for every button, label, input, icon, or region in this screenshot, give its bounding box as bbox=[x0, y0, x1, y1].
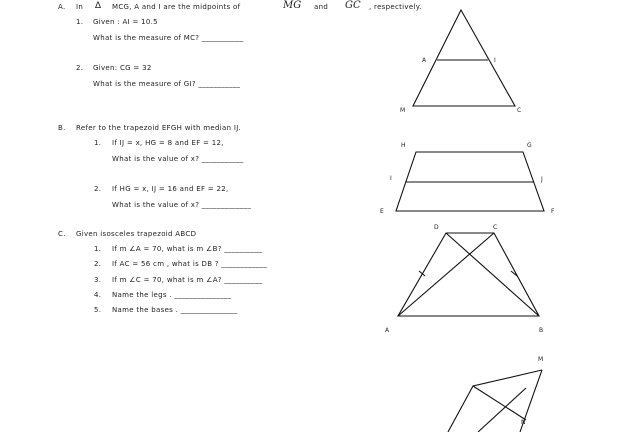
part-a-q1-given: Given : AI = 10.5 bbox=[93, 18, 158, 26]
diagonal-db bbox=[446, 233, 539, 316]
segment-mg: MG bbox=[283, 0, 302, 11]
label-h: H bbox=[401, 142, 406, 149]
label-c2: C bbox=[493, 224, 498, 231]
label-b: B bbox=[539, 327, 544, 334]
part-b-q1-number: 1. bbox=[94, 139, 102, 147]
part-c-item-4-text: Name the legs . _______________ bbox=[112, 291, 232, 299]
part-a-and: and bbox=[314, 3, 329, 11]
label-d: D bbox=[434, 224, 439, 231]
kite-cross-1 bbox=[473, 386, 526, 420]
segment-gc: GC bbox=[345, 0, 361, 11]
label-g: G bbox=[527, 142, 532, 149]
part-c-intro: Given isosceles trapezoid ABCD bbox=[76, 230, 197, 238]
label-f: F bbox=[551, 208, 555, 215]
part-c-item-4-number: 4. bbox=[94, 291, 102, 299]
part-b-q1-question: What is the value of x? ___________ bbox=[112, 155, 244, 163]
part-c-letter: C. bbox=[58, 230, 66, 238]
diagonal-ac bbox=[398, 233, 494, 316]
part-b-q2-number: 2. bbox=[94, 185, 102, 193]
part-a-q2-number: 2. bbox=[76, 64, 84, 72]
kite-cross-2 bbox=[478, 388, 526, 432]
label-m: M bbox=[400, 107, 406, 114]
part-b-intro: Refer to the trapezoid EFGH with median IJ. bbox=[76, 124, 242, 132]
part-b-q2-given: If HG = x, IJ = 16 and EF = 22, bbox=[112, 185, 229, 193]
part-c-item-2-number: 2. bbox=[94, 260, 102, 268]
part-a-q1-question: What is the measure of MC? ___________ bbox=[93, 34, 244, 42]
trapezoid-efgh-figure bbox=[396, 152, 544, 211]
kite-left-side bbox=[448, 370, 542, 432]
label-a: A bbox=[422, 57, 427, 64]
part-c-item-5-text: Name the bases . _______________ bbox=[112, 306, 238, 314]
part-c-item-1-number: 1. bbox=[94, 245, 102, 253]
label-n: N bbox=[521, 419, 526, 426]
part-c-item-2-text: If AC = 56 cm , what is DB ? ____________ bbox=[112, 260, 267, 268]
label-c: C bbox=[517, 107, 522, 114]
part-a-q1-number: 1. bbox=[76, 18, 84, 26]
trapezoid-abcd bbox=[398, 233, 539, 316]
part-a-intro-mid: MCG, A and I are the midpoints of bbox=[112, 3, 241, 11]
kite-figure bbox=[448, 370, 542, 432]
label-j: J bbox=[541, 176, 544, 183]
part-a-q2-question: What is the measure of GI? ___________ bbox=[93, 80, 241, 88]
label-a2: A bbox=[385, 327, 390, 334]
part-c-item-3-text: If m ∠C = 70, what is m ∠A? __________ bbox=[112, 276, 263, 284]
part-a-intro-post: , respectively. bbox=[369, 3, 422, 11]
triangle-symbol: ∆ bbox=[95, 1, 102, 11]
triangle-mcg-figure bbox=[413, 10, 515, 106]
label-e: E bbox=[380, 208, 385, 215]
part-b-q1-given: If IJ = x, HG = 8 and EF = 12, bbox=[112, 139, 224, 147]
part-b-q2-question: What is the value of x? _____________ bbox=[112, 201, 252, 209]
label-i2: I bbox=[390, 175, 393, 182]
part-a-letter: A. bbox=[58, 3, 66, 11]
label-m2: M bbox=[538, 356, 544, 363]
trapezoid-abcd-figure bbox=[398, 233, 539, 316]
part-c-item-5-number: 5. bbox=[94, 306, 102, 314]
label-i: I bbox=[494, 57, 497, 64]
part-c-item-3-number: 3. bbox=[94, 276, 102, 284]
part-a-intro-pre: In bbox=[76, 3, 84, 11]
part-b-letter: B. bbox=[58, 124, 66, 132]
part-a-q2-given: Given: CG = 32 bbox=[93, 64, 152, 72]
triangle-mcg bbox=[413, 10, 515, 106]
part-c-item-1-text: If m ∠A = 70, what is m ∠B? __________ bbox=[112, 245, 263, 253]
